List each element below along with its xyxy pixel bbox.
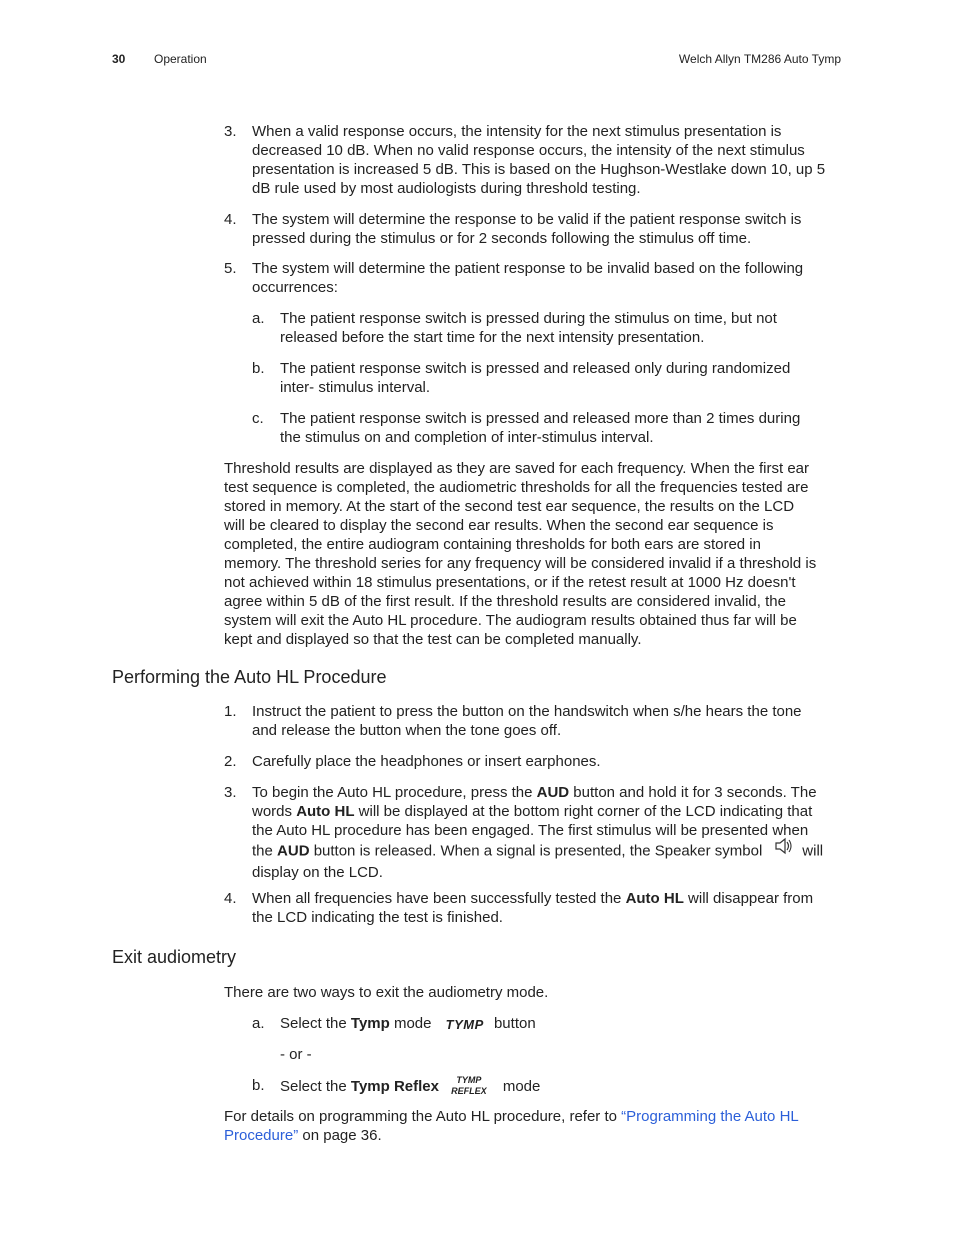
list-letter: a. xyxy=(252,1015,265,1032)
text-line: occurrences: xyxy=(252,279,338,296)
exit-intro: There are two ways to exit the audiometry mode. xyxy=(224,984,549,1001)
programming-auto-hl-link[interactable]: “Programming the Auto HL xyxy=(621,1108,799,1125)
details-paragraph xyxy=(224,1107,840,1145)
list-number: 2. xyxy=(224,753,237,770)
list-number: 5. xyxy=(224,260,237,277)
text-line: memory. The threshold series for any frequency will be considered invalid if a threshold is xyxy=(224,555,817,572)
list-number: 3. xyxy=(224,784,237,801)
list-item xyxy=(280,409,840,447)
page-number: 30 xyxy=(112,52,126,66)
speaker-icon xyxy=(774,837,792,860)
text-run: will disappear from xyxy=(683,890,814,907)
text-line: completed, the entire audiogram containing thresholds for both ears are stored in xyxy=(224,536,761,553)
text-line: the stimulus on and completion of inter-stimulus interval. xyxy=(280,429,654,446)
text-run: button and hold it for 3 seconds. The xyxy=(569,784,817,801)
text-run: Select the xyxy=(280,1077,351,1095)
text-run: button xyxy=(493,1015,536,1032)
text-line: not achieved within 18 stimulus presentations, or if the retest result at 1000 Hz doesn't xyxy=(224,574,796,591)
text-run: mode xyxy=(389,1015,432,1032)
text-run: Select the xyxy=(280,1015,351,1032)
text-line: The system will determine the response to be valid if the patient response switch is xyxy=(252,211,802,228)
text-line: stored in memory. At the start of the second test ear sequence, the results on the LCD xyxy=(224,498,795,515)
auto-hl-label: Auto HL xyxy=(625,890,684,907)
text-line xyxy=(224,1126,840,1145)
text-line: the Auto HL procedure has been engaged. The first stimulus will be presented when xyxy=(252,822,809,839)
text-run: To begin the Auto HL procedure, press the xyxy=(252,784,537,801)
text-line: The patient response switch is pressed during the stimulus on time, but not xyxy=(280,310,777,327)
text-line xyxy=(252,802,842,821)
section-name: Operation xyxy=(154,52,207,66)
text-run: button is released. When a signal is presented, the Speaker symbol xyxy=(309,842,763,860)
text-run: will xyxy=(802,842,824,860)
tymp-label: Tymp xyxy=(350,1015,390,1032)
text-line: The patient response switch is pressed and released more than 2 times during xyxy=(280,410,801,427)
threshold-paragraph xyxy=(224,459,840,649)
list-number: 1. xyxy=(224,703,237,720)
list-item xyxy=(252,783,842,882)
list-letter: b. xyxy=(252,360,265,377)
list-item xyxy=(280,359,840,397)
text-run: the xyxy=(252,842,278,860)
heading-exit-audiometry: Exit audiometry xyxy=(112,947,237,967)
or-separator: - or - xyxy=(280,1046,312,1063)
text-line: When a valid response occurs, the intensity for the next stimulus presentation is xyxy=(252,123,782,140)
text-run: mode xyxy=(502,1077,541,1095)
auto-hl-label: Auto HL xyxy=(296,803,355,820)
list-item xyxy=(252,752,842,771)
text-line xyxy=(224,1107,840,1126)
tymp-button-icon: TYMP xyxy=(445,1016,484,1032)
text-line: Threshold results are displayed as they are saved for each frequency. When the first ear xyxy=(224,460,810,477)
list-item xyxy=(252,259,842,297)
icon-text: REFLEX xyxy=(451,1086,487,1096)
text-line: inter- stimulus interval. xyxy=(280,379,431,396)
list-number: 4. xyxy=(224,211,237,228)
text-line: Instruct the patient to press the button on the handswitch when s/he hears the tone xyxy=(252,703,802,720)
text-line: display on the LCD. xyxy=(252,864,383,881)
text-run: For details on programming the Auto HL procedure, refer to xyxy=(224,1108,622,1125)
list-letter: c. xyxy=(252,410,264,427)
tymp-reflex-button-icon xyxy=(451,1075,487,1097)
text-line: will be cleared to display the second ear results. When the second ear sequence is xyxy=(224,517,774,534)
list-letter: b. xyxy=(252,1077,265,1094)
document-title: Welch Allyn TM286 Auto Tymp xyxy=(678,52,841,66)
icon-text: TYMP xyxy=(456,1075,482,1085)
aud-label: AUD xyxy=(277,842,310,860)
text-line: decreased 10 dB. When no valid response occurs, the intensity of the next stimulus xyxy=(252,142,805,159)
exit-option-b xyxy=(280,1076,840,1098)
text-run: words xyxy=(252,803,297,820)
text-line: and release the button when the tone goes off. xyxy=(252,722,562,739)
text-line: The patient response switch is pressed and released only during randomized xyxy=(280,360,791,377)
heading-auto-hl: Performing the Auto HL Procedure xyxy=(112,667,387,687)
text-line xyxy=(252,889,842,908)
list-item xyxy=(252,702,842,740)
text-line: system will exit the Auto HL procedure. The audiogram results obtained thus far will be xyxy=(224,612,797,629)
text-line: the LCD indicating the test is finished. xyxy=(252,909,503,926)
exit-option-a xyxy=(280,1014,840,1034)
text-line: dB rule used by most audiologists during threshold testing. xyxy=(252,180,641,197)
text-run: on page 36. xyxy=(298,1127,382,1144)
aud-label: AUD xyxy=(536,784,570,801)
text-line: released before the start time for the next intensity presentation. xyxy=(280,329,705,346)
list-item xyxy=(252,122,842,198)
text-line: test sequence is completed, the audiometric thresholds for all the frequencies tested are xyxy=(224,479,809,496)
text-line: presentation is increased 5 dB. This is based on the Hughson-Westlake down 10, up 5 xyxy=(252,161,826,178)
tymp-reflex-label: Tymp Reflex xyxy=(350,1077,439,1095)
text-line: agree within 5 dB of the first result. If the threshold results are considered invalid, the xyxy=(224,593,786,610)
text-line: kept and displayed so that the test can be completed manually. xyxy=(224,631,642,648)
text-line: The system will determine the patient response to be invalid based on the following xyxy=(252,260,804,277)
text-line xyxy=(252,840,842,863)
list-item xyxy=(252,210,842,248)
list-letter: a. xyxy=(252,310,265,327)
text-line: pressed during the stimulus or for 2 seconds following the stimulus off time. xyxy=(252,230,752,247)
text-run: will be displayed at the bottom right corner of the LCD indicating that xyxy=(354,803,813,820)
text-line xyxy=(252,783,842,802)
list-item xyxy=(252,889,842,927)
text-run: When all frequencies have been successfully tested the xyxy=(252,890,626,907)
list-item xyxy=(280,309,840,347)
list-number: 3. xyxy=(224,123,237,140)
programming-auto-hl-link[interactable]: Procedure” xyxy=(224,1127,299,1144)
text-line: Carefully place the headphones or insert earphones. xyxy=(252,753,601,770)
list-number: 4. xyxy=(224,890,237,907)
